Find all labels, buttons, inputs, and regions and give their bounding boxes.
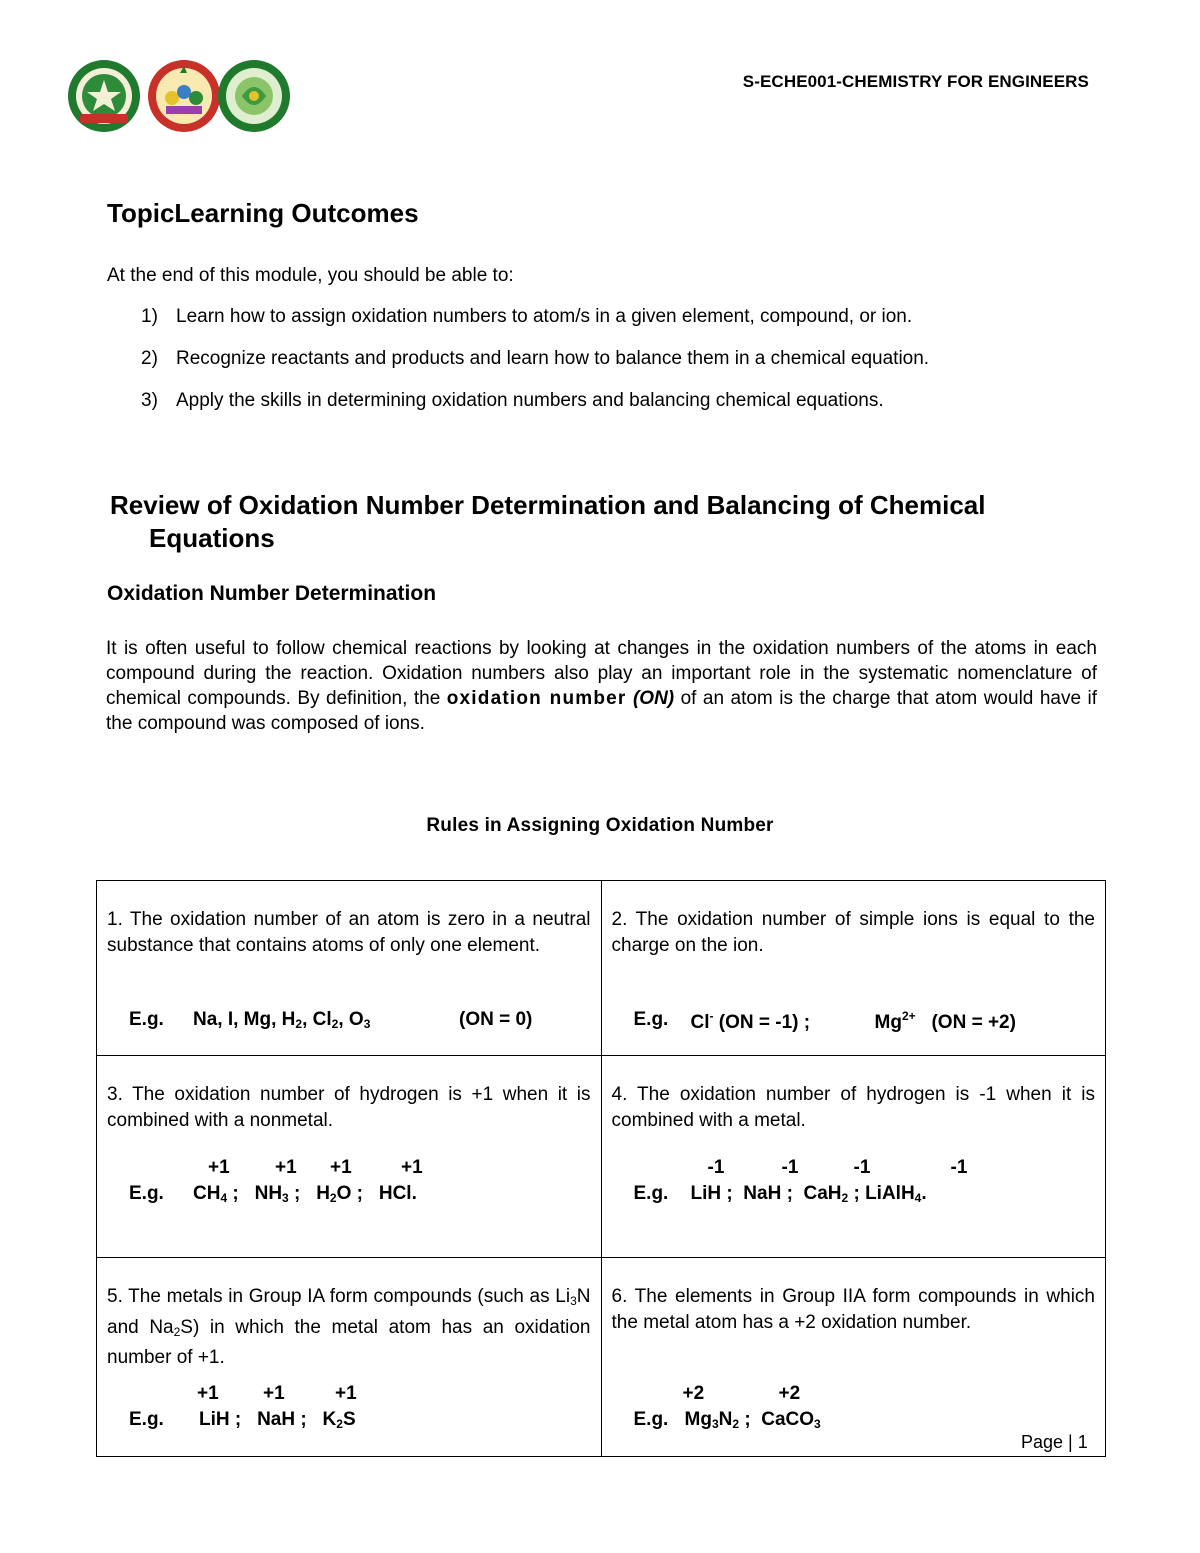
course-title: S-ECHE001-CHEMISTRY FOR ENGINEERS xyxy=(742,72,1089,91)
rule-text: 1. The oxidation number of an atom is zero in a neutral substance that contains atoms of only one element. xyxy=(107,909,591,956)
example-formulas: LiH ; NaH ; $K_2S$ xyxy=(199,1409,356,1431)
page-number: Page | 1 xyxy=(1021,1432,1088,1452)
rule-text: 2. The oxidation number of simple ions is equal to the charge on the ion. xyxy=(611,909,1095,956)
list-item xyxy=(107,306,1107,348)
list-item xyxy=(107,390,1107,432)
review-heading xyxy=(110,489,1070,555)
review-heading-line2: Equations xyxy=(149,523,275,553)
list-text: Learn how to assign oxidation numbers to atom/s in a given element, compound, or ion. xyxy=(176,306,913,327)
example-ion-2: $Mg^{2+}$ (ON = +2) xyxy=(874,1009,1016,1033)
term-bold: oxidation number xyxy=(446,688,627,709)
eg-label: E.g. xyxy=(633,1183,669,1204)
outcomes-heading: TopicLearning Outcomes xyxy=(107,198,419,228)
rule-cell-1 xyxy=(97,881,602,1056)
term-abbrev: (ON) xyxy=(632,688,675,709)
section-subheading: Oxidation Number Determination xyxy=(107,582,437,605)
university-seal-logo xyxy=(68,60,140,132)
rule-cell-2 xyxy=(601,881,1106,1056)
list-number: 1) xyxy=(141,306,158,327)
rule-text: 5. The metals in Group IA form compounds (such as $Li_3N$ and $Na_2S$) in which the metal atom has an oxidation number of +1. xyxy=(107,1286,591,1368)
college-seal-logo xyxy=(148,60,220,132)
list-item xyxy=(107,348,1107,390)
rule-cell-5: 5. The metals in Group IA form compounds (such as $Li_3N$ and $Na_2S$) in which the metal atom has an oxidation number of +1. +1 +1 +1 E.g. LiH ; NaH ; $K_2S$ xyxy=(97,1258,602,1457)
example-ion-1: Cl- (ON = -1) ; xyxy=(690,1009,811,1033)
outcomes-intro: At the end of this module, you should be able to: xyxy=(107,265,514,286)
list-text: Recognize reactants and products and learn how to balance them in a chemical equation. xyxy=(176,348,930,369)
eg-label: E.g. xyxy=(633,1409,669,1430)
rule-text: 4. The oxidation number of hydrogen is -1 when it is combined with a metal. xyxy=(611,1084,1095,1131)
list-number: 2) xyxy=(141,348,158,369)
list-text: Apply the skills in determining oxidation numbers and balancing chemical equations. xyxy=(176,390,884,411)
paragraph-text: It is often useful to follow chemical reactions by looking at changes in the oxidation numbers of the atoms in each compound during the reaction. Oxidation numbers also play an important role in the systematic nomenclature of chemical compounds. By definition, the xyxy=(106,638,1097,709)
rule-cell-3: 3. The oxidation number of hydrogen is +1 when it is combined with a nonmetal. +1 +1 +1 +1 E.g. $CH_4$ ; $NH_3$ ; $H_2O$ ; HCl. xyxy=(97,1056,602,1258)
example-formulas: $Mg_3N_2$ ; CaCO$_3$ xyxy=(684,1409,821,1431)
eg-label: E.g. xyxy=(129,1183,164,1204)
example-formulas: $CH_4$ ; $NH_3$ ; $H_2O$ ; HCl. xyxy=(193,1183,417,1205)
rule-text: 6. The elements in Group IIA form compounds in which the metal atom has a +2 oxidation number. xyxy=(611,1286,1095,1333)
header-logos xyxy=(66,56,292,136)
review-heading-line1: Review of Oxidation Number Determination and Balancing of Chemical xyxy=(110,490,986,520)
example-formulas: LiH ; NaH ; CaH$_2$ ; LiAlH$_4$. xyxy=(690,1183,927,1205)
rules-title: Rules in Assigning Oxidation Number xyxy=(426,815,774,836)
eg-label: E.g. xyxy=(633,1009,669,1030)
list-number: 3) xyxy=(141,390,158,411)
rule-cell-4: 4. The oxidation number of hydrogen is -1 when it is combined with a metal. -1 -1 -1 -1 E.g. LiH ; NaH ; CaH$_2$ ; LiAlH$_4$. xyxy=(601,1056,1106,1258)
rule-cell-6: 6. The elements in Group IIA form compounds in which the metal atom has a +2 oxidation number. +2 +2 E.g. $Mg_3N_2$ ; CaCO$_3$ xyxy=(601,1258,1106,1457)
definition-paragraph xyxy=(106,636,1097,736)
outcomes-list xyxy=(107,306,1107,432)
example-on-value: (ON = 0) xyxy=(459,1009,533,1030)
eg-label: E.g. xyxy=(129,1009,164,1030)
paragraph-text-end: of an atom is the charge that atom would have if the compound was composed of ions. xyxy=(106,688,1097,734)
department-seal-logo xyxy=(218,60,290,132)
rules-table xyxy=(96,880,1106,1457)
eg-label: E.g. xyxy=(129,1409,164,1430)
rule-text: 3. The oxidation number of hydrogen is +1 when it is combined with a nonmetal. xyxy=(107,1084,591,1131)
example-formulas: Na, I, Mg, $H_2$, $Cl_2$, $O_3$ xyxy=(193,1009,371,1031)
